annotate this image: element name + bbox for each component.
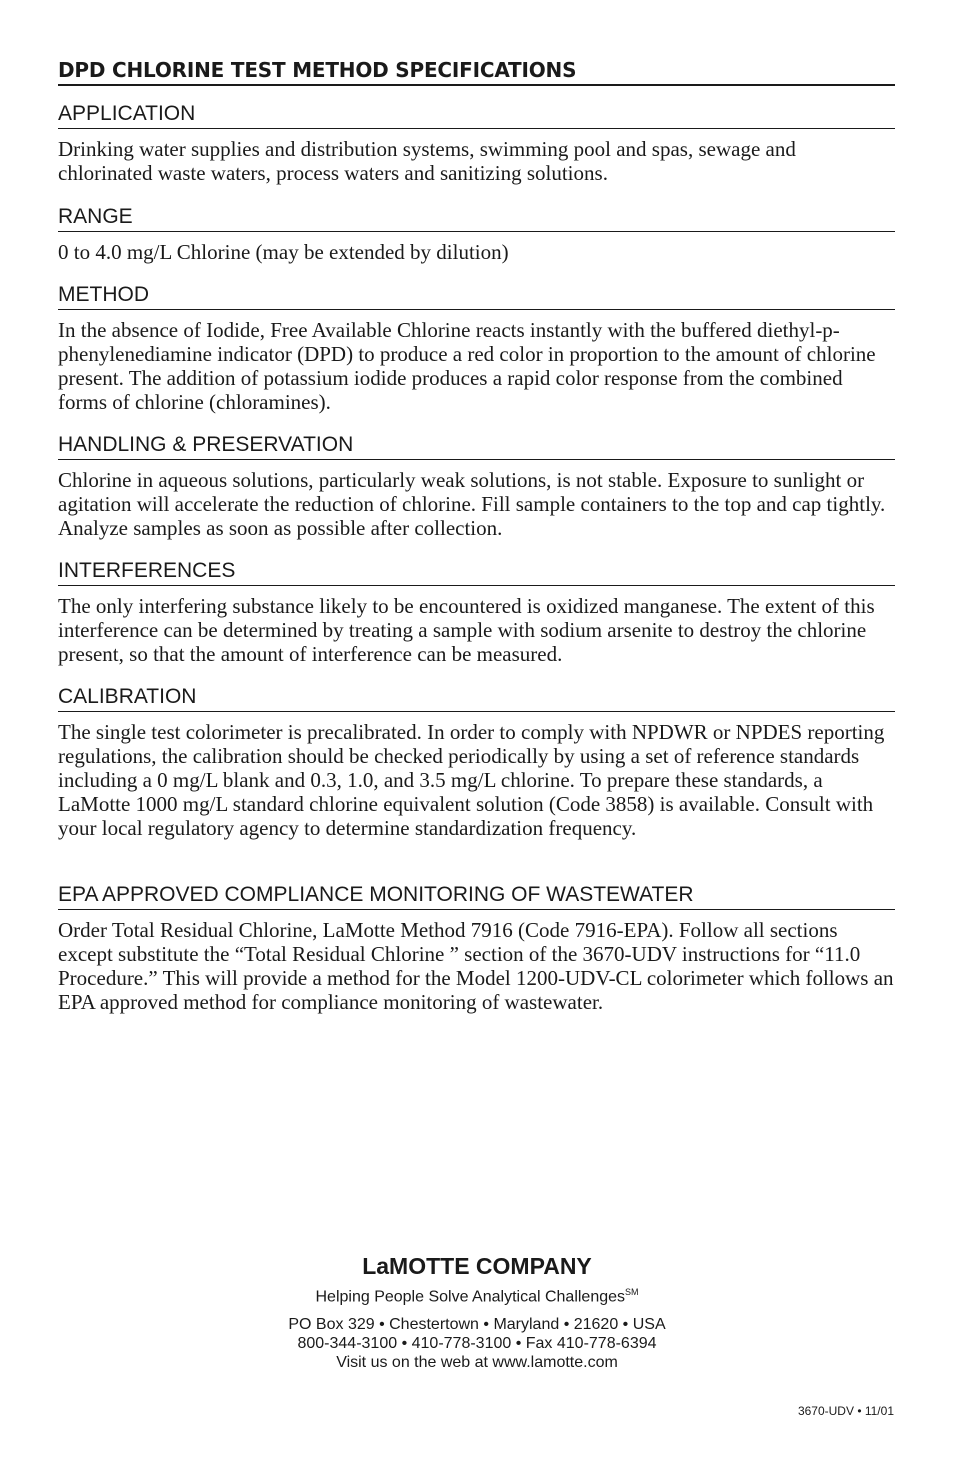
- address-line: PO Box 329 • Chestertown • Maryland • 21620 • USA: [288, 1316, 666, 1333]
- phone-line: 800-344-3100 • 410-778-3100 • Fax 410-778-6394: [297, 1335, 657, 1352]
- service-mark: SM: [625, 1287, 639, 1297]
- section-heading: HANDLING & PRESERVATION: [58, 432, 895, 460]
- section-heading: METHOD: [58, 282, 895, 310]
- web-line: Visit us on the web at www.lamotte.com: [336, 1354, 618, 1371]
- document-title: DPD CHLORINE TEST METHOD SPECIFICATIONS: [58, 58, 895, 86]
- section-body: The single test colorimeter is precalibrated. In order to comply with NPDWR or NPDES reporting regulations, the calibration should be checked periodically by using a set of reference standards including a 0 mg/L blank and 0.3, 1.0, and 3.5 mg/L chlorine. To prepare these standards, a LaMotte 1000 mg/L standard chlorine equivalent solution (Code 3858) is available. Consult with your local regulatory agency to determine standardization frequency.: [58, 720, 885, 840]
- section-heading: APPLICATION: [58, 101, 895, 129]
- section-heading: EPA APPROVED COMPLIANCE MONITORING OF WASTEWATER: [58, 882, 895, 910]
- section-body: In the absence of Iodide, Free Available Chlorine reacts instantly with the buffered diethyl-p-phenylenediamine indicator (DPD) to produce a red color in proportion to the amount of chlorine present. The addition of potassium iodide produces a rapid color response from the combined forms of chlorine (chloramines).: [58, 318, 876, 414]
- section-body: Order Total Residual Chlorine, LaMotte Method 7916 (Code 7916-EPA). Follow all sections except substitute the “Total Residual Chlorine ” section of the 3670-UDV instructions for “11.0 Procedure.” This will provide a method for the Model 1200-UDV-CL colorimeter which follows an EPA approved method for compliance monitoring of wastewater.: [58, 918, 894, 1014]
- contact-block: [0, 1315, 954, 1372]
- section-heading: CALIBRATION: [58, 684, 895, 712]
- section-handling-preservation: [58, 432, 895, 540]
- section-range: [58, 204, 895, 264]
- section-application: [58, 101, 895, 185]
- section-method: [58, 282, 895, 414]
- section-body: Chlorine in aqueous solutions, particularly weak solutions, is not stable. Exposure to sunlight or agitation will accelerate the reduction of chlorine. Fill sample containers to the top and cap tightly. Analyze samples as soon as possible after collection.: [58, 468, 886, 540]
- slogan-text: Helping People Solve Analytical Challenges: [315, 1288, 626, 1306]
- section-interferences: [58, 558, 895, 666]
- section-body: Drinking water supplies and distribution systems, swimming pool and spas, sewage and chlorinated waste waters, process waters and sanitizing solutions.: [58, 137, 796, 185]
- section-body: 0 to 4.0 mg/L Chlorine (may be extended by dilution): [58, 240, 509, 264]
- section-calibration: [58, 684, 895, 840]
- section-epa-compliance: [58, 882, 895, 1014]
- section-heading: RANGE: [58, 204, 895, 232]
- company-name: LaMOTTE COMPANY: [362, 1253, 592, 1279]
- company-slogan: [0, 1287, 954, 1306]
- section-body: The only interfering substance likely to be encountered is oxidized manganese. The extent of this interference can be determined by treating a sample with sodium arsenite to destroy the chlorine present, so that the amount of interference can be measured.: [58, 594, 875, 666]
- document-id: 3670-UDV • 11/01: [797, 1404, 894, 1418]
- section-heading: INTERFERENCES: [58, 558, 895, 586]
